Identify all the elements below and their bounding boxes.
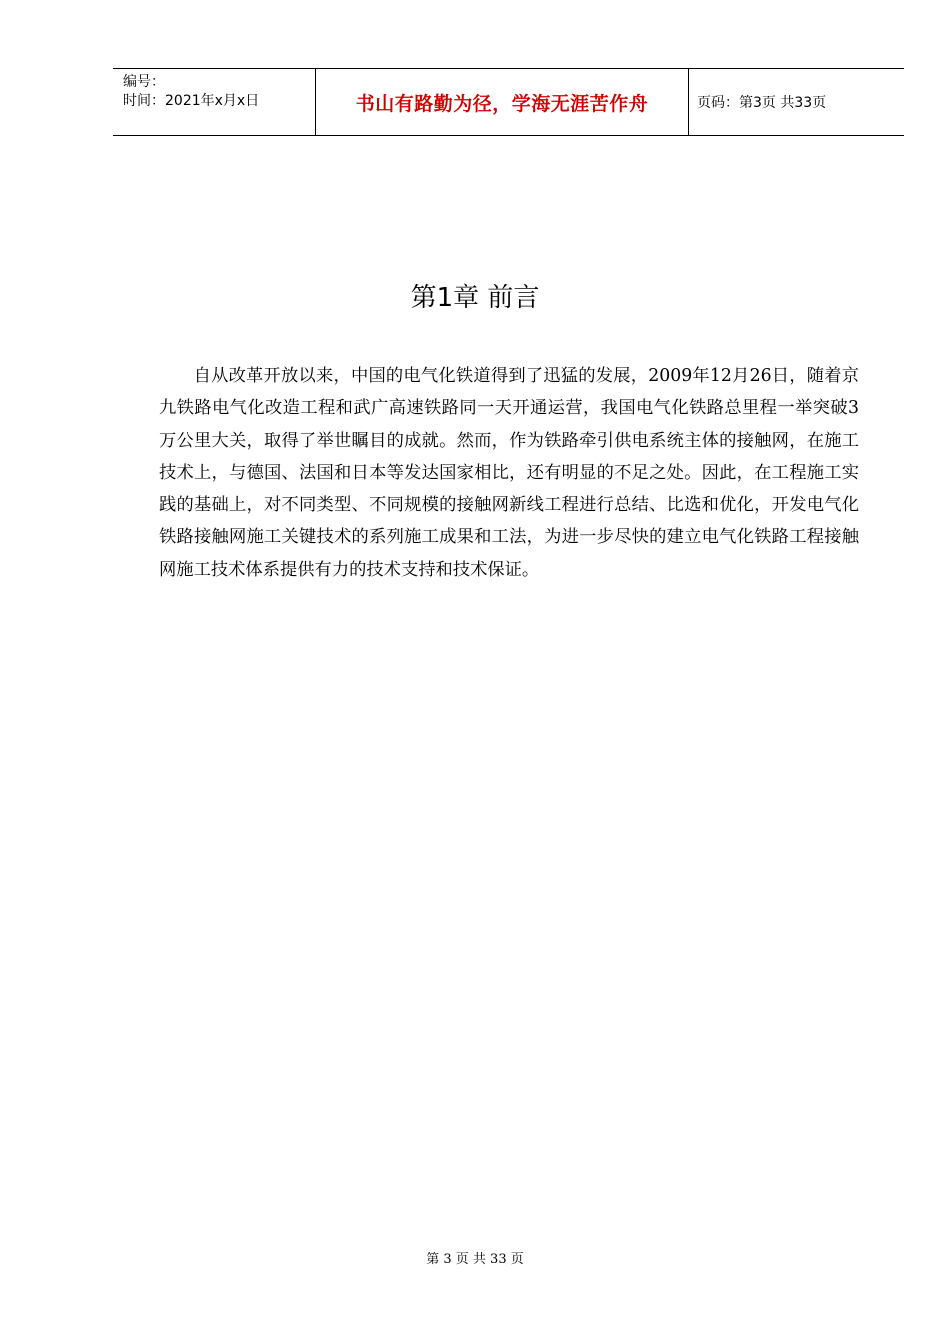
serial-label: 编号： [123,74,165,90]
header-page-info: 页码：第3页 共33页 [697,95,827,111]
header-motto: 书山有路勤为径，学海无涯苦作舟 [315,69,689,135]
page-footer [0,1248,950,1267]
chapter-title: 第1章 前言 [410,283,540,313]
body-paragraph: 自从改革开放以来，中国的电气化铁道得到了迅猛的发展，2009年12月26日，随着京九铁路电气化改造工程和武广高速铁路同一天开通运营，我国电气化铁路总里程一举突破3万公里大关，取得了举世瞩目的成就。然而，作为铁路牵引供电系统主体的接触网，在施工技术上，与德国、法国和日本等发达国家相比，还有明显的不足之处。因此，在工程施工实践的基础上，对不同类型、不同规模的接触网新线工程进行总结、比选和优化，开发电气化铁路接触网施工关键技术的系列施工成果和工法，为进一步尽快的建立电气化铁路工程接触网施工技术体系提供有力的技术支持和技术保证。 [159,366,859,580]
footer-page-number: 第 3 页 共 33 页 [426,1252,524,1267]
header-meta [113,69,315,135]
time-label: 时间：2021年x月x日 [123,93,260,109]
document-header [113,68,904,136]
